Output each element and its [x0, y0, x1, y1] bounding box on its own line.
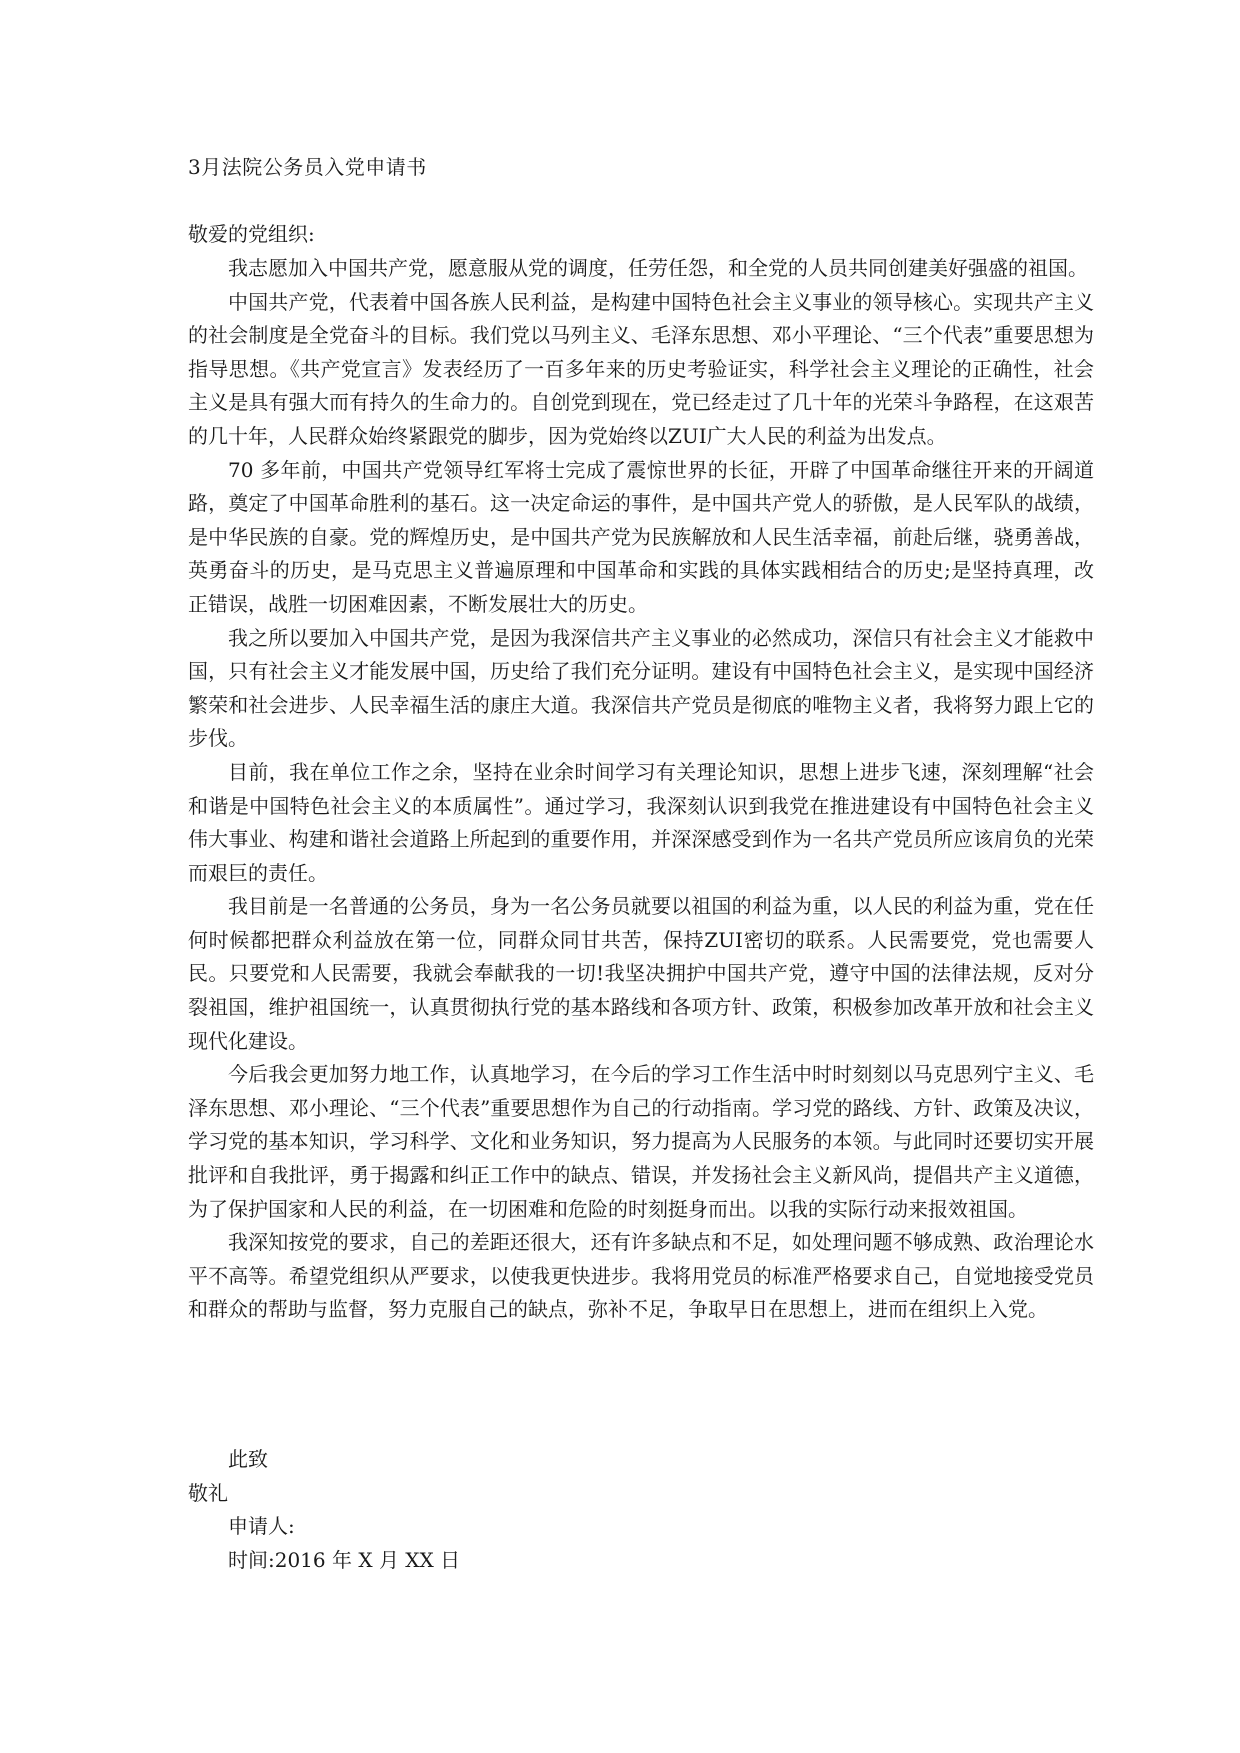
paragraph: 我志愿加入中国共产党，愿意服从党的调度，任劳任怨，和全党的人员共同创建美好强盛的祖国。: [228, 256, 1088, 280]
salutation: 敬爱的党组织:: [188, 222, 315, 246]
paragraph: 中国共产党，代表着中国各族人民利益，是构建中国特色社会主义事业的领导核心。实现共产主义的社会制度是全党奋斗的目标。我们党以马列主义、毛泽东思想、邓小平理论、“三个代表”重要思想为指导思想。《共产党宣言》发表经历了一百多年来的历史考验证实，科学社会主义理论的正确性，社会主义是具有强大而有持久的生命力的。自创党到现在，党已经走过了几十年的光荣斗争路程，在这艰苦的几十年，人民群众始终紧跟党的脚步，因为党始终以ZUI广大人民的利益为出发点。: [188, 289, 1094, 448]
letter-body: [188, 252, 1094, 1327]
paragraph: 目前，我在单位工作之余，坚持在业余时间学习有关理论知识，思想上进步飞速，深刻理解“社会和谐是中国特色社会主义的本质属性”。通过学习，我深刻认识到我党在推进建设有中国特色社会主义伟大事业、构建和谐社会道路上所起到的重要作用，并深深感受到作为一名共产党员所应该肩负的光荣而艰巨的责任。: [188, 759, 1094, 885]
closing-salute: 敬礼: [188, 1480, 228, 1505]
date-line: 时间:2016 年 X 月 XX 日: [228, 1547, 461, 1572]
paragraph: 我深知按党的要求，自己的差距还很大，还有许多缺点和不足，如处理问题不够成熟、政治理论水平不高等。希望党组织从严要求，以使我更快进步。我将用党员的标准严格要求自己，自觉地接受党员和群众的帮助与监督，努力克服自己的缺点，弥补不足，争取早日在思想上，进而在组织上入党。: [188, 1230, 1094, 1322]
applicant-label: 申请人:: [228, 1514, 295, 1539]
paragraph: 我目前是一名普通的公务员，身为一名公务员就要以祖国的利益为重，以人民的利益为重，党在任何时候都把群众利益放在第一位，同群众同甘共苦，保持ZUI密切的联系。人民需要党，党也需要人民。只要党和人民需要，我就会奉献我的一切!我坚决拥护中国共产党，遵守中国的法律法规，反对分裂祖国，维护祖国统一，认真贯彻执行党的基本路线和各项方针、政策，积极参加改革开放和社会主义现代化建设。: [188, 894, 1094, 1053]
paragraph: 今后我会更加努力地工作，认真地学习，在今后的学习工作生活中时时刻刻以马克思列宁主义、毛泽东思想、邓小理论、“三个代表”重要思想作为自己的行动指南。学习党的路线、方针、政策及决议，学习党的基本知识，学习科学、文化和业务知识，努力提高为人民服务的本领。与此同时还要切实开展批评和自我批评，勇于揭露和纠正工作中的缺点、错误，并发扬社会主义新风尚，提倡共产主义道德，为了保护国家和人民的利益，在一切困难和危险的时刻挺身而出。以我的实际行动来报效祖国。: [188, 1062, 1094, 1221]
paragraph: 70 多年前，中国共产党领导红军将士完成了震惊世界的长征，开辟了中国革命继往开来的开阔道路，奠定了中国革命胜利的基石。这一决定命运的事件，是中国共产党人的骄傲，是人民军队的战绩，是中华民族的自豪。党的辉煌历史，是中国共产党为民族解放和人民生活幸福，前赴后继，骁勇善战，英勇奋斗的历史，是马克思主义普遍原理和中国革命和实践的具体实践相结合的历史;是坚持真理，改正错误，战胜一切困难因素，不断发展壮大的历史。: [188, 457, 1094, 616]
paragraph: 我之所以要加入中国共产党，是因为我深信共产主义事业的必然成功，深信只有社会主义才能救中国，只有社会主义才能发展中国，历史给了我们充分证明。建设有中国特色社会主义，是实现中国经济繁荣和社会进步、人民幸福生活的康庄大道。我深信共产党员是彻底的唯物主义者，我将努力跟上它的步伐。: [188, 625, 1094, 751]
closing-block: [188, 1443, 460, 1577]
document-title: 3月法院公务员入党申请书: [188, 155, 427, 179]
closing-line: 此致: [228, 1447, 268, 1471]
